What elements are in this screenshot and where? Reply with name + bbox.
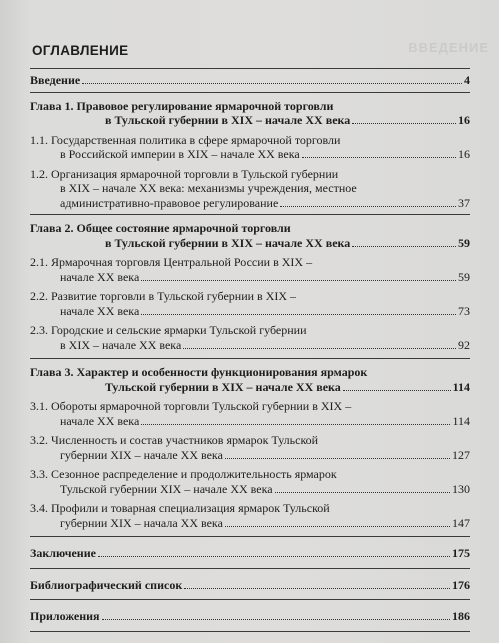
page-number: 176 [452,577,470,592]
toc-entry-chapter-1[interactable]: Глава 1. Правовое регулирование ярмарочной торговли в Тульской губернии в XIX – начале XX века 16 [30,98,470,127]
page-number: 59 [458,269,470,284]
page-title: ОГЛАВЛЕНИЕ [32,43,129,58]
page-number: 73 [458,303,470,318]
page-number: 114 [452,379,470,394]
bleed-through-text: ВВЕДЕНИЕ [408,40,489,55]
page-number: 186 [452,609,470,623]
page-number: 16 [458,113,470,127]
toc-entry-section-3-1[interactable]: 3.1. Обороты ярмарочной торговли Тульской губернии в XIX – начале XX века 114 [30,399,470,428]
toc-entry-introduction[interactable]: Введение 4 [30,73,470,87]
page-number: 37 [458,195,470,210]
page-number: 130 [452,481,470,496]
toc-entry-section-1-1[interactable]: 1.1. Государственная политика в сфере ярмарочной торговли в Российской империи в XIX – начале XX века 16 [30,132,470,161]
page-number: 16 [458,147,470,161]
divider [30,92,470,93]
page-number: 59 [458,235,470,250]
page-number: 127 [452,447,470,462]
page-number: 175 [452,546,470,560]
page-number: 4 [464,73,470,87]
divider [30,358,470,359]
toc-entry-section-3-2[interactable]: 3.2. Численность и состав участников ярмарок Тульской губернии XIX – начале XX века 127 [30,433,470,462]
divider [30,214,470,215]
toc-entry-section-3-3[interactable]: 3.3. Сезонное распределение и продолжительность ярмарок Тульской губернии XIX – начале XX века 130 [30,467,470,496]
toc-entry-bibliography[interactable]: Библиографический список 176 [30,577,470,592]
divider [30,599,470,600]
divider [30,568,470,569]
divider [30,68,470,69]
toc-entry-section-1-2[interactable]: 1.2. Организация ярмарочной торговли в Тульской губернии в XIX – начале XX века: механизмы учреждения, местное административно-правовое регулирование 37 [30,166,470,210]
toc-entry-chapter-2[interactable]: Глава 2. Общее состояние ярмарочной торговли в Тульской губернии в XIX – начале XX века 59 [30,221,470,250]
page-number: 147 [452,515,470,530]
page-number: 114 [452,413,470,428]
divider [30,536,470,537]
toc-entry-section-3-4[interactable]: 3.4. Профили и товарная специализация ярмарок Тульской губернии XIX – начала XX века 147 [30,501,470,530]
toc-entry-section-2-1[interactable]: 2.1. Ярмарочная торговля Центральной России в XIX – начале XX века 59 [30,255,470,284]
toc-entry-appendices[interactable]: Приложения 186 [30,609,470,623]
toc-entry-chapter-3[interactable]: Глава 3. Характер и особенности функционирования ярмарок Тульской губернии в XIX – начале XX века 114 [30,365,470,394]
toc-entry-section-2-3[interactable]: 2.3. Городские и сельские ярмарки Тульской губернии в XIX – начале XX века 92 [30,323,470,352]
toc-entry-section-2-2[interactable]: 2.2. Развитие торговли в Тульской губернии в XIX – начале XX века 73 [30,289,470,318]
table-of-contents [30,68,470,632]
divider [30,631,470,632]
page-number: 92 [458,337,470,352]
toc-entry-conclusion[interactable]: Заключение 175 [30,546,470,560]
